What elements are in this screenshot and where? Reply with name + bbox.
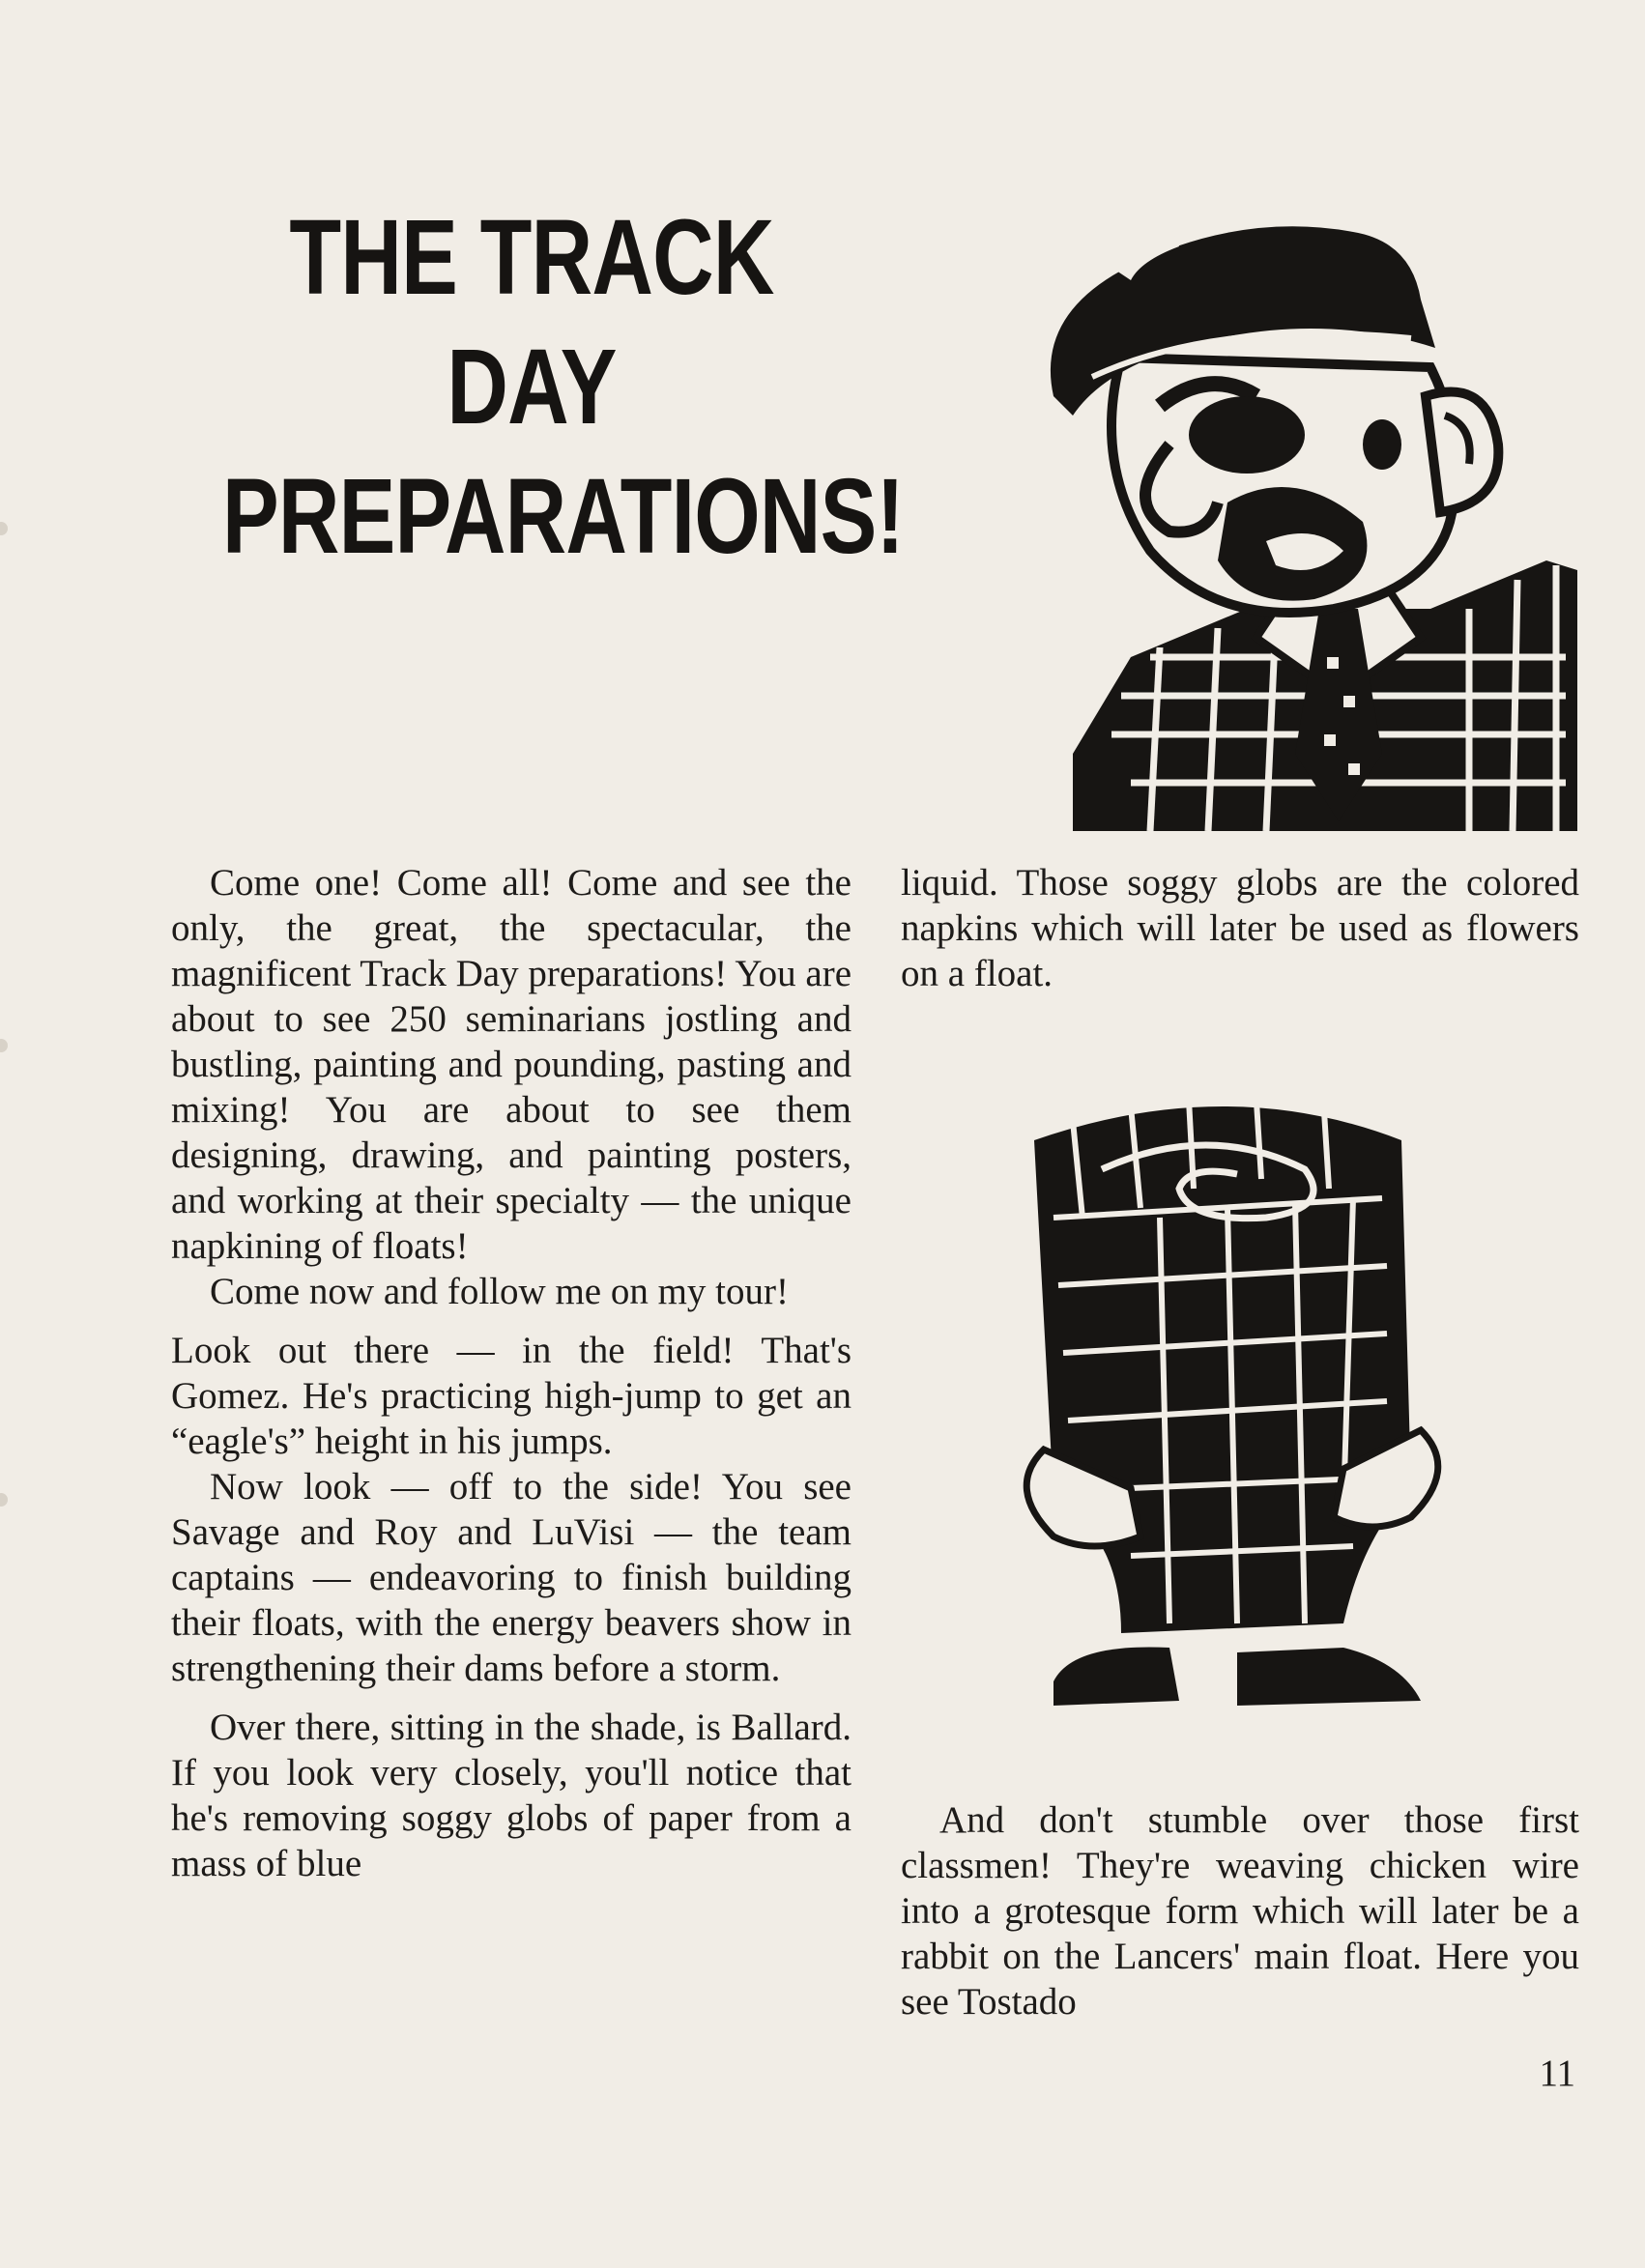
paragraph: And don't stumble over those first classmen! They're weaving chicken wire into a grotesque form which will later be a rabbit on the Lancers' main float. Here you see Tostado — [901, 1799, 1579, 2023]
paragraph: Over there, sitting in the shade, is Ballard. If you look very closely, you'll notice that he's removing soggy globs of paper from a mass of blue — [171, 1707, 851, 1884]
paragraph: Now look — off to the side! You see Savage and Roy and LuVisi — the team captains — endeavoring to finish building their floats, with the energy beavers show in strengthening their dams before a storm. — [171, 1466, 851, 1689]
punch-hole — [0, 1039, 8, 1052]
page-number: 11 — [1539, 2053, 1575, 2094]
napkin-roll-illustration — [1015, 1082, 1450, 1739]
title-line-2: DAY — [447, 328, 617, 446]
punch-hole — [0, 1493, 8, 1507]
left-column — [171, 860, 851, 1886]
paragraph: Come now and follow me on my tour! — [210, 1271, 789, 1312]
punch-hole — [0, 522, 8, 535]
shouting-man-illustration — [928, 155, 1585, 850]
paragraph: liquid. Those soggy globs are the colored napkins which will later be used as flowers on a float. — [901, 862, 1579, 994]
title-line-3: PREPARATIONS! — [222, 457, 905, 576]
paragraph: Come one! Come all! Come and see the only, the great, the spectacular, the magnificent Track Day preparations! You are about to see 250 seminarians jostling and bustling, painting and pounding, pasting and mixing! You are about to see them designing, drawing, and painting posters, and working at their specialty — the unique napkining of floats! — [171, 862, 851, 1267]
paragraph: Look out there — in the field! That's Gomez. He's practicing high-jump to get an “eagle's” height in his jumps. — [171, 1330, 851, 1462]
right-column-top — [901, 860, 1579, 996]
title-line-1: THE TRACK — [289, 198, 774, 317]
article-title — [222, 193, 905, 582]
right-column-bottom — [901, 1797, 1579, 2024]
